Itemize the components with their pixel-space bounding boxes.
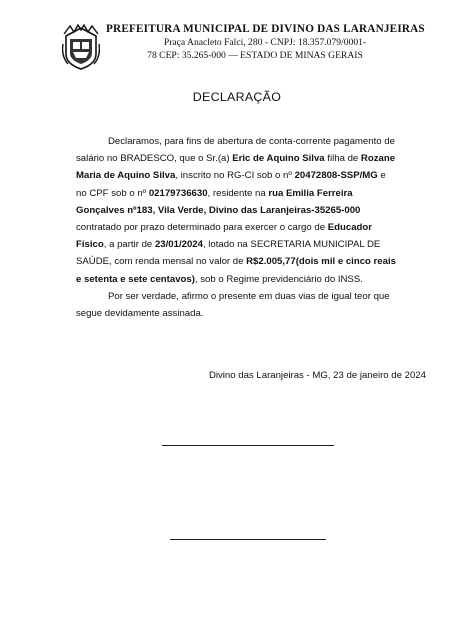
text-segment: Declaramos, para fins de abertura de conta-corrente pagamento de salário no BRADESCO, que o Sr.(a) xyxy=(76,136,395,165)
declaration-paragraph xyxy=(76,133,396,288)
residential-address: rua Emilia Ferreira Gonçalves nº183, Vila Verde, Divino das Laranjeiras-35265-000 xyxy=(76,187,361,216)
address-line-1: Praça Anacleto Falci, 280 - CNPJ: 18.357.079/0001- xyxy=(163,37,367,48)
text-segment: e no CPF sob o nº xyxy=(76,170,386,199)
signature-line-1 xyxy=(162,445,334,446)
salary-amount: R$2.005,77(dois mil e cinco reais e setenta e sete centavos) xyxy=(76,256,396,285)
text-segment: , residente na xyxy=(207,187,269,199)
text-segment: , lotado na SECRETARIA MUNICIPAL DE SAÚDE, com renda mensal no valor de xyxy=(76,239,381,268)
municipal-coat-of-arms-icon xyxy=(62,24,100,70)
place-and-date: Divino das Laranjeiras - MG, 23 de janeiro de 2024 xyxy=(208,370,426,381)
text-segment: , a partir de xyxy=(103,239,155,251)
closing-paragraph xyxy=(76,288,396,322)
address-line-2: 78 CEP: 35.265-000 — ESTADO DE MINAS GERAIS xyxy=(147,50,363,61)
text-segment: filha de xyxy=(324,153,361,165)
text-segment: contratado por prazo determinado para exercer o cargo de xyxy=(76,222,328,234)
signature-line-2 xyxy=(170,539,326,540)
mother-name: Rozane Maria de Aquino Silva xyxy=(76,153,396,182)
cpf-number: 02179736630 xyxy=(148,187,208,199)
text-segment: , sob o Regime previdenciário do INSS. xyxy=(194,273,363,285)
organization-name: PREFEITURA MUNICIPAL DE DIVINO DAS LARANJEIRAS xyxy=(106,23,425,35)
text-segment: , inscrito no RG-CI sob o nº xyxy=(175,170,295,182)
employee-name: Eric de Aquino Silva xyxy=(232,153,325,165)
letterhead xyxy=(62,22,425,74)
closing-text: Por ser verdade, afirmo o presente em duas vias de igual teor que segue devidamente assinada. xyxy=(76,290,390,320)
job-role: Educador Físico xyxy=(76,222,372,251)
start-date: 23/01/2024 xyxy=(154,239,203,251)
letterhead-text xyxy=(106,22,424,62)
rg-number: 20472808-SSP/MG xyxy=(294,170,378,182)
declaration-body xyxy=(76,133,396,322)
document-title: DECLARAÇÃO xyxy=(192,90,282,104)
